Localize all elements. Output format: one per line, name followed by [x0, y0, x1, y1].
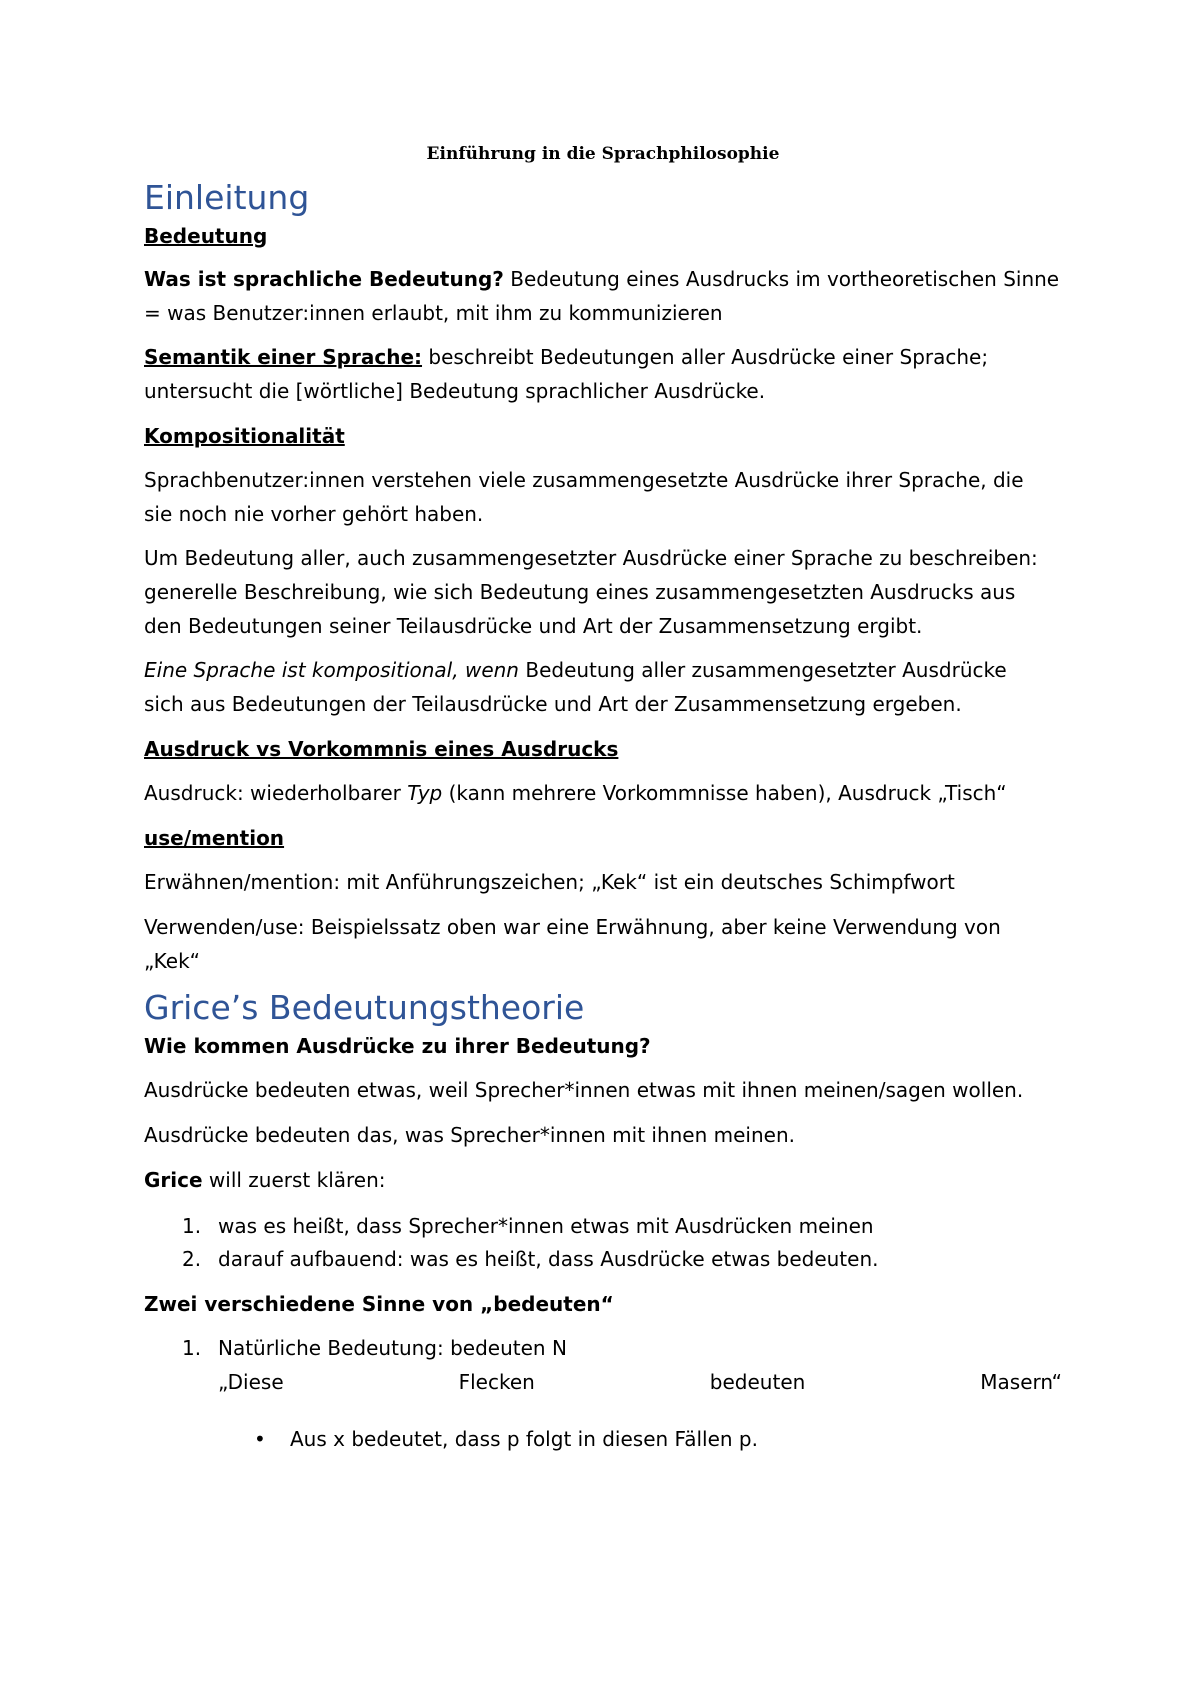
italic-typ: Typ: [407, 781, 443, 805]
paragraph-sprachliche-bedeutung: [144, 262, 1062, 296]
example-word: Masern“: [980, 1370, 1062, 1394]
paragraph-text: (kann mehrere Vorkommnisse haben), Ausdruck „Tisch“: [442, 781, 1007, 805]
definition-italic: Eine Sprache ist kompositional, wenn: [144, 658, 519, 682]
example-sentence: [218, 1365, 1062, 1399]
paragraph-text: will zuerst klären:: [202, 1168, 386, 1192]
paragraph-line: generelle Beschreibung, wie sich Bedeutung eines zusammengesetzten Ausdrucks aus: [144, 580, 1016, 604]
paragraph-line: Ausdrücke bedeuten etwas, weil Sprecher*innen etwas mit ihnen meinen/sagen wollen.: [144, 1078, 1024, 1102]
paragraph-line: untersucht die [wörtliche] Bedeutung sprachlicher Ausdrücke.: [144, 379, 766, 403]
example-word: Flecken: [458, 1370, 535, 1394]
question-label: Was ist sprachliche Bedeutung?: [144, 267, 504, 291]
example-word: bedeuten: [709, 1370, 806, 1394]
list-number: 1.: [182, 1214, 202, 1238]
subheading-grice-question: Wie kommen Ausdrücke zu ihrer Bedeutung?: [144, 1034, 651, 1058]
paragraph-mention: Erwähnen/mention: mit Anführungszeichen; „Kek“ ist ein deutsches Schimpfwort: [144, 870, 955, 894]
list-number: 1.: [182, 1336, 202, 1360]
paragraph-line: „Kek“: [144, 949, 201, 973]
document-title: Einführung in die Sprachphilosophie: [426, 144, 780, 164]
list-text: was es heißt, dass Sprecher*innen etwas mit Ausdrücken meinen: [218, 1214, 874, 1238]
paragraph-line: Um Bedeutung aller, auch zusammengesetzter Ausdrücke einer Sprache zu beschreiben:: [144, 546, 1038, 570]
paragraph-text: Bedeutung aller zusammengesetzter Ausdrücke: [518, 658, 1007, 682]
subheading-bedeutung: Bedeutung: [144, 224, 268, 248]
list-text: darauf aufbauend: was es heißt, dass Ausdrücke etwas bedeuten.: [218, 1247, 879, 1271]
paragraph-definition: [144, 653, 1062, 687]
paragraph-use: Verwenden/use: Beispielssatz oben war eine Erwähnung, aber keine Verwendung von: [144, 915, 1001, 939]
paragraph-line: = was Benutzer:innen erlaubt, mit ihm zu kommunizieren: [144, 301, 723, 325]
paragraph-text: beschreibt Bedeutungen aller Ausdrücke einer Sprache;: [422, 345, 989, 369]
heading-grice: Grice’s Bedeutungstheorie: [144, 988, 585, 1027]
semantik-label: Semantik einer Sprache:: [144, 345, 423, 369]
subheading-ausdruck: Ausdruck vs Vorkommnis eines Ausdrucks: [144, 737, 619, 761]
subheading-use-mention: use/mention: [144, 826, 285, 850]
paragraph-line: den Bedeutungen seiner Teilausdrücke und Art der Zusammensetzung ergibt.: [144, 614, 923, 638]
paragraph-text: Ausdruck: wiederholbarer: [144, 781, 408, 805]
grice-name: Grice: [144, 1168, 203, 1192]
paragraph-ausdruck: [144, 776, 1062, 810]
paragraph-grice: [144, 1163, 1062, 1197]
example-word: „Diese: [218, 1370, 284, 1394]
subheading-kompositionalitaet: Kompositionalität: [144, 424, 345, 448]
paragraph-line: Ausdrücke bedeuten das, was Sprecher*innen mit ihnen meinen.: [144, 1123, 795, 1147]
bullet-icon: •: [254, 1427, 266, 1451]
list-number: 2.: [182, 1247, 202, 1271]
paragraph-line: sie noch nie vorher gehört haben.: [144, 502, 484, 526]
bullet-text: Aus x bedeutet, dass p folgt in diesen Fällen p.: [290, 1427, 758, 1451]
paragraph-line: Sprachbenutzer:innen verstehen viele zusammengesetzte Ausdrücke ihrer Sprache, die: [144, 468, 1024, 492]
paragraph-line: sich aus Bedeutungen der Teilausdrücke und Art der Zusammensetzung ergeben.: [144, 692, 962, 716]
heading-einleitung: Einleitung: [144, 178, 310, 217]
paragraph-semantik: [144, 340, 1062, 374]
subheading-zwei-sinne: Zwei verschiedene Sinne von „bedeuten“: [144, 1292, 614, 1316]
list-text: Natürliche Bedeutung: bedeuten N: [218, 1336, 567, 1360]
paragraph-text: Bedeutung eines Ausdrucks im vortheoretischen Sinne: [503, 267, 1060, 291]
